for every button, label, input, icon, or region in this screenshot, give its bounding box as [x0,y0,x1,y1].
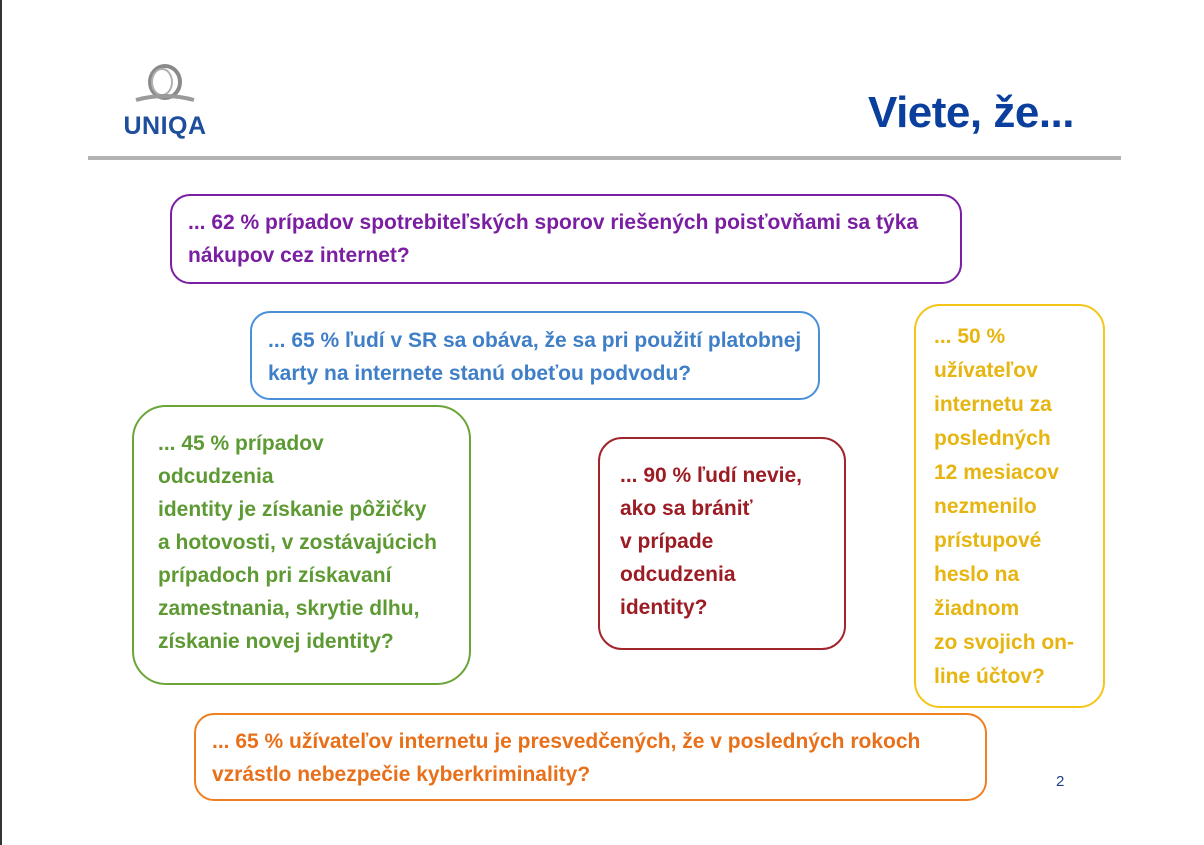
slide-left-edge [0,0,2,845]
fact-line: posledných [934,427,1051,450]
fact-box-orange [194,713,987,801]
fact-line: heslo na [934,563,1020,586]
uniqa-logo [110,62,220,142]
fact-line: ... 45 % prípadov [158,432,324,455]
fact-box-blue [250,311,820,400]
fact-line: nákupov cez internet? [188,244,410,267]
fact-line: karty na internete stanú obeťou podvodu? [268,362,692,385]
fact-line: internetu za [934,393,1052,416]
uniqa-logo-icon [126,62,204,110]
fact-line: v prípade [620,530,714,553]
fact-line: a hotovosti, v zostávajúcich [158,531,437,554]
fact-line: žiadnom [934,597,1020,620]
fact-line: ... 50 % [934,325,1006,348]
fact-box-yellow [914,304,1105,708]
fact-box-purple [170,194,962,284]
logo-text: UNIQA [123,112,207,140]
fact-line: vzrástlo nebezpečie kyberkriminality? [212,763,591,786]
fact-line: ... 65 % ľudí v SR sa obáva, že sa pri použití platobnej [268,329,802,352]
fact-line: ... 90 % ľudí nevie, [620,464,802,487]
fact-line: zo svojich on- [934,631,1075,654]
fact-line: identity je získanie pôžičky [158,498,427,521]
slide-title: Viete, že... [868,88,1074,137]
fact-line: odcudzenia [620,563,736,586]
fact-line: získanie novej identity? [158,630,394,653]
fact-line: zamestnania, skrytie dlhu, [158,597,420,620]
fact-line: prístupové [934,529,1042,552]
fact-line: identity? [620,596,708,619]
page-number: 2 [1056,773,1065,790]
fact-line: ako sa brániť [620,497,753,520]
fact-line: line účtov? [934,665,1045,688]
fact-box-green [132,405,471,685]
fact-line: ... 62 % prípadov spotrebiteľských sporov riešených poisťovňami sa týka [188,211,919,234]
header-divider [88,156,1121,160]
fact-line: ... 65 % užívateľov internetu je presvedčených, že v posledných rokoch [212,730,921,753]
fact-line: 12 mesiacov [934,461,1059,484]
fact-line: prípadoch pri získavaní [158,564,392,587]
fact-box-red [598,437,846,650]
fact-line: nezmenilo [934,495,1037,518]
fact-line: odcudzenia [158,465,274,488]
fact-line: užívateľov [934,359,1038,382]
